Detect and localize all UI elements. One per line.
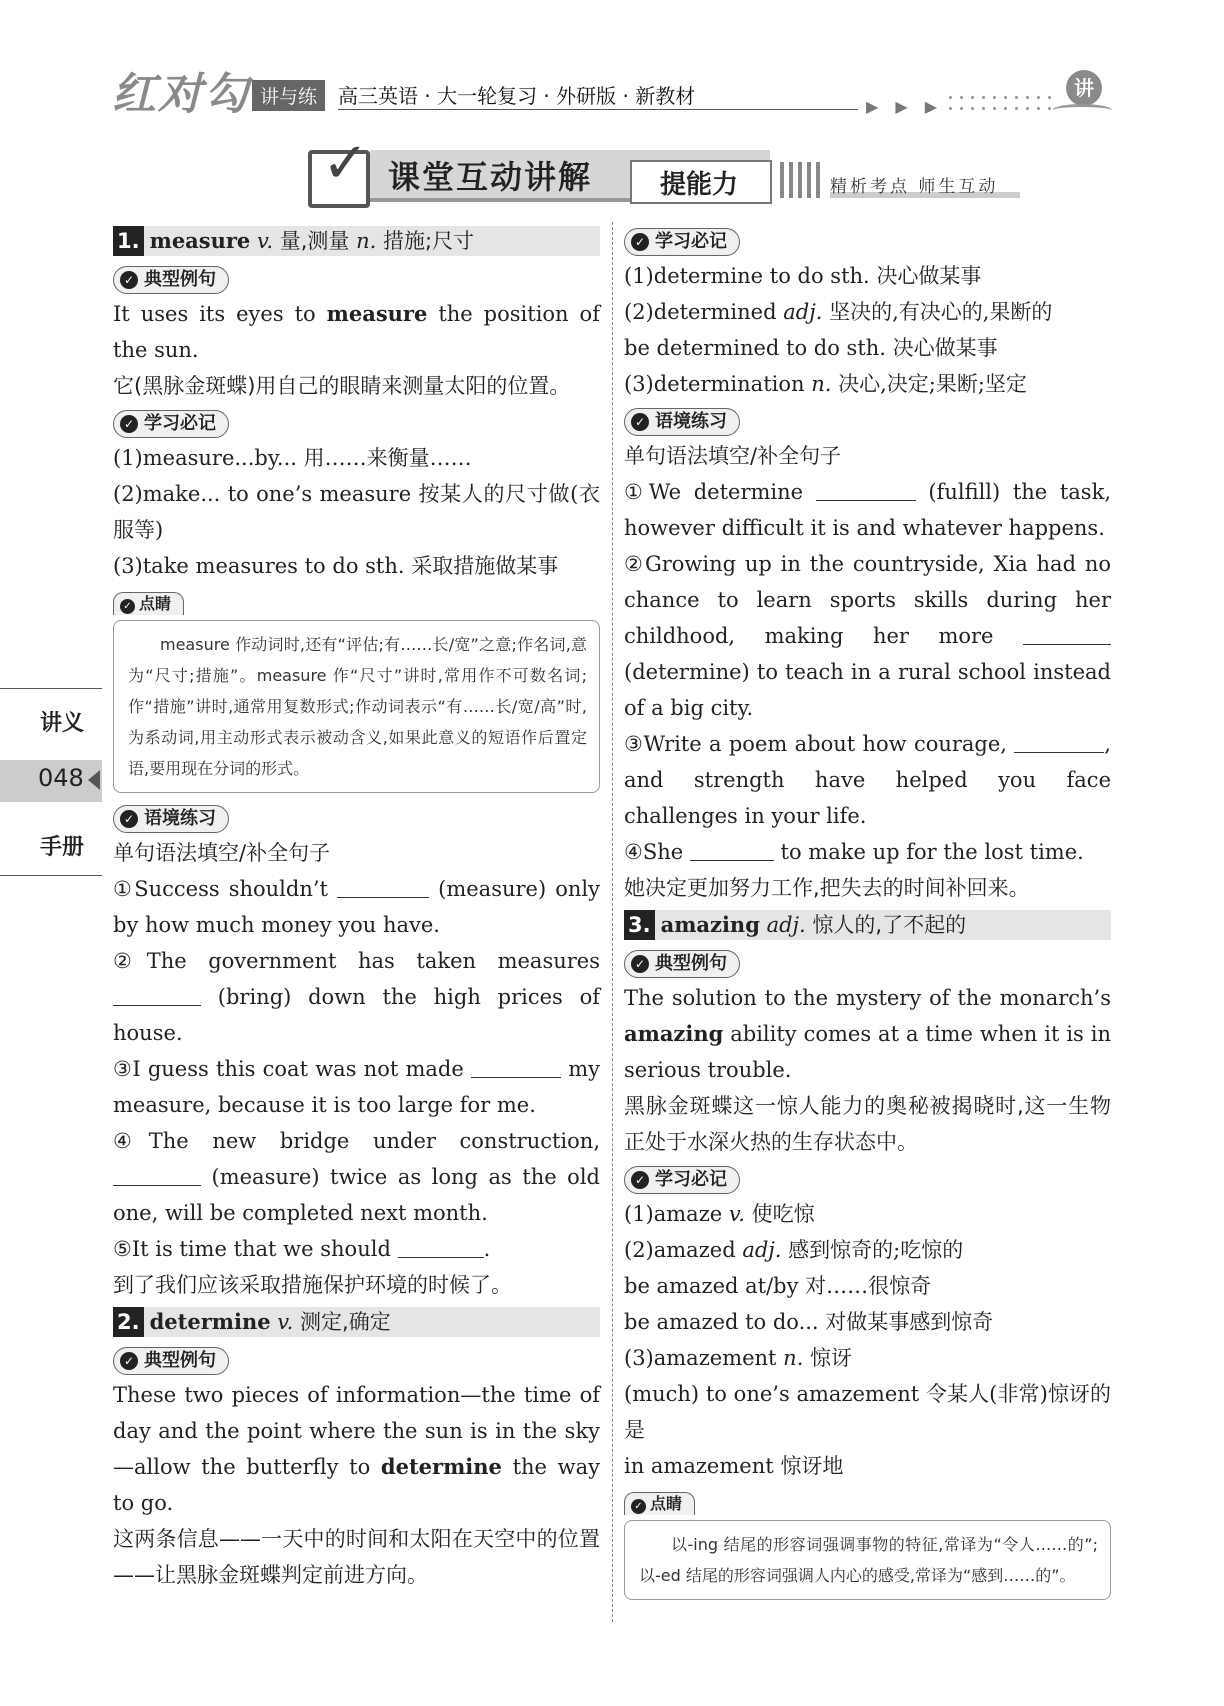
part-of-speech: n. [356,229,377,253]
column-divider [612,222,613,1622]
memo-item: in amazement 惊讶地 [624,1454,844,1478]
page-number: 048 [38,764,84,792]
memo-tag: ✓ 学习必记 [113,410,229,438]
answer-blank[interactable] [1023,626,1111,645]
banner-tagline: 精析考点 师生互动 [830,177,999,197]
memo-item: be determined to do sth. 决心做某事 [624,336,998,360]
meaning: 措施;尺寸 [383,229,475,253]
banner-subtitle: 提能力 [660,170,739,200]
header-dots-decoration [945,92,1053,114]
memo-item: (3)determination n. 决心,决定;果断;坚定 [624,372,1027,396]
series-tag: 讲与练 [252,80,325,111]
tip-tag: ✓ 点睛 [113,592,184,615]
practice-tag: ✓ 语境练习 [624,408,740,436]
memo-item: (3)take measures to do sth. 采取措施做某事 [113,554,559,578]
memo-item: be amazed to do... 对做某事感到惊奇 [624,1310,994,1334]
practice-title: 单句语法填空/补全句子 [624,444,842,468]
answer-blank[interactable] [113,987,201,1006]
exercise-translation: 她决定更加努力工作,把失去的时间补回来。 [624,876,1030,900]
memo-item: (much) to one’s amazement 令某人(非常)惊讶的是 [624,1382,1111,1442]
example-translation: 黑脉金斑蝶这一惊人能力的奥秘被揭晓时,这一生物正处于水深火热的生存状态中。 [624,1094,1111,1154]
example-sentence: It uses its eyes to measure the position of the sun. [113,301,600,362]
exercise-item: ①We determine (fulfill) the task, however difficult it is and whatever happens. [624,480,1111,540]
lecture-badge-icon: 讲 [1066,70,1102,106]
memo-tag: ✓ 学习必记 [624,228,740,256]
example-tag: ✓ 典型例句 [113,266,229,294]
answer-blank[interactable] [816,482,916,501]
example-tag: ✓ 典型例句 [113,1347,229,1375]
memo-item: (2)amazed adj. 感到惊奇的;吃惊的 [624,1238,964,1262]
tip-box: measure 作动词时,还有“评估;有……长/宽”之意;作名词,意为“尺寸;措施”。measure 作“尺寸”讲时,常用作不可数名词;作“措施”讲时,通常用复数形式;作动词表示“有……长/宽/高”时,为系动词,用主动形式表示被动含义,如果此意义的短语作后置定语,要用现在分词的形式。 [113,620,600,793]
checkmark-icon: ✓ [322,131,369,196]
part-of-speech: v. [257,229,274,253]
tip-tag: ✓ 点睛 [624,1492,695,1515]
memo-item: (2)make... to one’s measure 按某人的尺寸做(衣服等) [113,482,600,542]
exercise-item: ①Success shouldn’t (measure) only by how much money you have. [113,877,600,937]
section-heading-measure [113,226,600,256]
header-rule [338,109,858,110]
exercise-item: ③Write a poem about how courage, , and strength have helped you face challenges in your life. [624,732,1111,828]
section-number: 2. [113,1307,144,1337]
check-icon: ✓ [631,955,649,973]
open-book-icon [1052,104,1112,117]
practice-tag: ✓ 语境练习 [113,805,229,833]
memo-item: (3)amazement n. 惊讶 [624,1346,853,1370]
check-icon: ✓ [120,810,138,828]
exercise-item: ②Growing up in the countryside, Xia had no chance to learn sports skills during her childhood, making her more (determine) to teach in a rural school instead of a big city. [624,552,1111,720]
answer-blank[interactable] [337,879,429,898]
check-icon: ✓ [631,1499,646,1514]
meaning: 惊人的,了不起的 [812,913,967,937]
memo-item: (1)determine to do sth. 决心做某事 [624,264,982,288]
exercise-item: ④The new bridge under construction, (measure) twice as long as the old one, will be completed next month. [113,1129,600,1225]
publisher-logo: 红对勾 [112,69,250,120]
answer-blank[interactable] [398,1239,484,1258]
side-label-bottom: 手册 [40,835,85,860]
answer-blank[interactable] [1014,734,1104,753]
side-rule-bottom [0,875,102,876]
answer-blank[interactable] [690,842,774,861]
side-label-top: 讲义 [40,711,85,736]
headword: amazing [660,912,760,937]
example-translation: 它(黑脉金斑蝶)用自己的眼睛来测量太阳的位置。 [113,374,571,398]
memo-tag: ✓ 学习必记 [624,1166,740,1194]
part-of-speech: adj. [766,913,806,937]
check-icon: ✓ [120,599,135,614]
right-column [624,222,1111,1606]
book-title: 高三英语 · 大一轮复习 · 外研版 · 新教材 [338,84,696,108]
banner-bars-decoration [780,162,820,198]
memo-item: (1)measure...by... 用……来衡量…… [113,446,472,470]
exercise-item: ④She to make up for the lost time. [624,840,1084,864]
section-heading-amazing [624,910,1111,940]
answer-blank[interactable] [471,1059,561,1078]
practice-title: 单句语法填空/补全句子 [113,841,331,865]
page-pointer-icon [88,770,100,790]
meaning: 测定,确定 [300,1310,391,1334]
example-sentence: These two pieces of information—the time of day and the point where the sun is in the sky—allow the butterfly to determine the way to go. [113,1383,600,1515]
example-tag: ✓ 典型例句 [624,950,740,978]
side-rule-top [0,688,102,689]
section-heading-determine [113,1307,600,1337]
memo-item: (1)amaze v. 使吃惊 [624,1202,815,1226]
check-icon: ✓ [631,413,649,431]
exercise-translation: 到了我们应该采取措施保护环境的时候了。 [113,1273,512,1297]
meaning: 量,测量 [279,229,350,253]
headword: determine [149,1309,271,1334]
header-arrows-icon: ▶ ▶ ▶ [866,97,944,116]
memo-item: (2)determined adj. 坚决的,有决心的,果断的 [624,300,1053,324]
check-icon: ✓ [120,415,138,433]
check-icon: ✓ [631,1171,649,1189]
exercise-item: ⑤It is time that we should . [113,1237,491,1261]
banner-title: 课堂互动讲解 [388,158,593,196]
answer-blank[interactable] [113,1167,201,1186]
example-translation: 这两条信息——一天中的时间和太阳在天空中的位置——让黑脉金斑蝶判定前进方向。 [113,1527,600,1587]
memo-item: be amazed at/by 对……很惊奇 [624,1274,932,1298]
check-icon: ✓ [631,233,649,251]
headword: measure [149,228,251,253]
exercise-item: ③I guess this coat was not made my measure, because it is too large for me. [113,1057,600,1117]
check-icon: ✓ [120,1352,138,1370]
exercise-item: ②The government has taken measures (bring) down the high prices of house. [113,949,600,1045]
check-icon: ✓ [120,271,138,289]
section-number: 1. [113,226,144,256]
section-number: 3. [624,910,655,940]
example-sentence: The solution to the mystery of the monarch’s amazing ability comes at a time when it is in serious trouble. [624,986,1111,1082]
part-of-speech: v. [277,1310,294,1334]
tip-box: 以-ing 结尾的形容词强调事物的特征,常译为“令人……的”;以-ed 结尾的形容词强调人内心的感受,常译为“感到……的”。 [624,1520,1111,1600]
left-column [113,222,600,1593]
